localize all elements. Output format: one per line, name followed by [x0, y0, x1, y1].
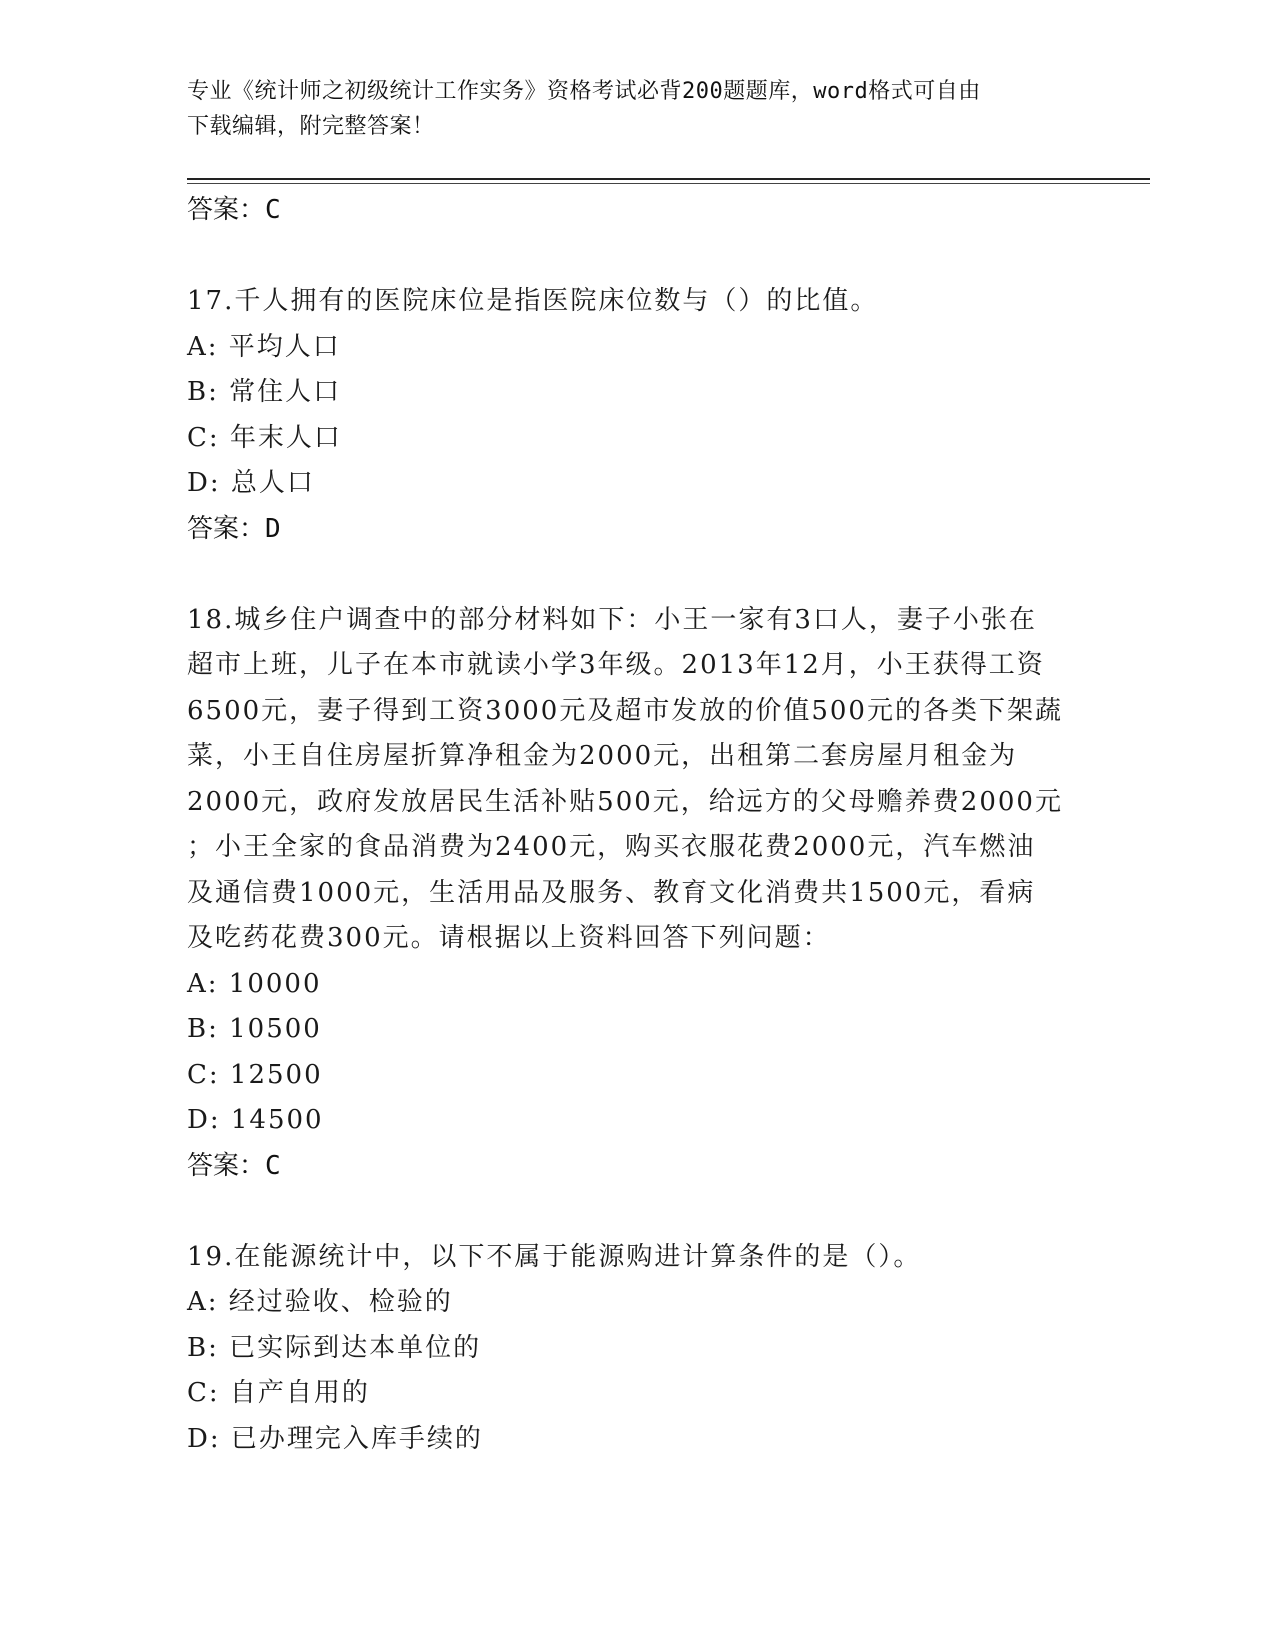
spacer	[187, 552, 1087, 598]
question-text-line: 6500元，妻子得到工资3000元及超市发放的价值500元的各类下架蔬	[187, 695, 1063, 726]
question-text-line: ；小王全家的食品消费为2400元，购买衣服花费2000元，汽车燃油	[187, 832, 1036, 862]
question-17	[187, 279, 1087, 552]
option-b: B: 已实际到达本单位的	[187, 1332, 482, 1363]
spacer	[187, 234, 1087, 280]
question-text-line: 及吃药花费300元。请根据以上资料回答下列问题：	[187, 923, 831, 953]
option-b: B: 常住人口	[187, 377, 342, 407]
option-c: C: 年末人口	[187, 422, 342, 453]
answer: 答案：D	[187, 513, 281, 544]
header-divider-thick	[187, 178, 1150, 180]
answer: 答案：C	[187, 1150, 281, 1181]
option-d: D: 已办理完入库手续的	[187, 1423, 483, 1454]
question-19	[187, 1235, 1087, 1463]
question-content	[187, 188, 1087, 1462]
option-a: A: 平均人口	[187, 331, 341, 362]
question-text-line: 2000元，政府发放居民生活补贴500元，给远方的父母赡养费2000元	[187, 786, 1063, 817]
header-line-1: 专业《统计师之初级统计工作实务》资格考试必背200题题库，word格式可自由	[187, 79, 981, 104]
question-text-line: 18.城乡住户调查中的部分材料如下：小王一家有3口人，妻子小张在	[187, 604, 1037, 635]
question-text-line: 菜，小王自住房屋折算净租金为2000元，出租第二套房屋月租金为	[187, 741, 1018, 771]
option-a: A: 经过验收、检验的	[187, 1287, 453, 1317]
question-text-line: 超市上班，儿子在本市就读小学3年级。2013年12月，小王获得工资	[187, 650, 1045, 680]
header-divider-thin	[187, 183, 1150, 184]
option-d: D: 总人口	[187, 468, 315, 498]
option-c: C: 12500	[187, 1059, 323, 1090]
previous-answer: 答案：C	[187, 195, 281, 225]
question-text-line: 17.千人拥有的医院床位是指医院床位数与（）的比值。	[187, 286, 879, 316]
question-18	[187, 598, 1087, 1190]
page-header	[187, 74, 1067, 144]
option-a: A: 10000	[187, 968, 322, 999]
option-d: D: 14500	[187, 1105, 324, 1135]
header-line-2: 下载编辑，附完整答案！	[187, 114, 435, 139]
question-text-line: 19.在能源统计中，以下不属于能源购进计算条件的是（）。	[187, 1241, 922, 1272]
question-text-line: 及通信费1000元，生活用品及服务、教育文化消费共1500元，看病	[187, 877, 1036, 908]
option-b: B: 10500	[187, 1014, 322, 1044]
spacer	[187, 1189, 1087, 1235]
option-c: C: 自产自用的	[187, 1378, 370, 1408]
